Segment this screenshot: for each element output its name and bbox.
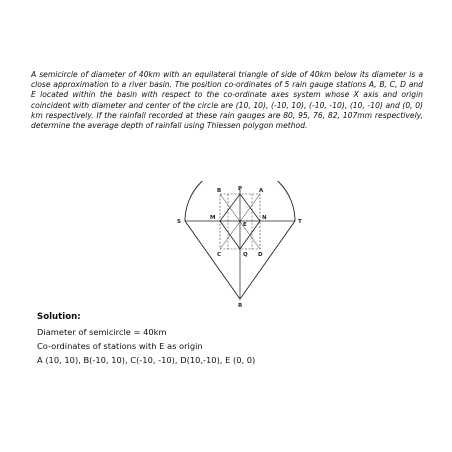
label-d: D: [258, 252, 263, 258]
label-e: E: [243, 222, 247, 228]
label-s: S: [177, 219, 181, 225]
basin-diagram: [165, 181, 315, 311]
solution-line-2: Co-ordinates of stations with E as origin: [37, 341, 203, 351]
problem-statement: A semicircle of diameter of 40km with an equilateral triangle of side of 40km below its diameter is a close approximation to a river basin. The position co-ordinates of 5 rain gauge stations A, B, C, D and E located within the basin with respect to the co-ordinate axes system whose X axis and origin coincident with diameter and center of the circle are (10, 10), (-10, 10), (-10, -10), (10, -10) and (0, 0) km respectively. If the rainfall recorded at these rain gauges are 80, 95, 76, 82, 107mm respectively, determine the average depth of rainfall using Thiessen polygon method.: [31, 70, 423, 131]
label-c: C: [217, 252, 222, 258]
station-e-mark: [239, 220, 241, 222]
label-n: N: [262, 215, 267, 221]
label-b: B: [217, 188, 222, 194]
label-r: R: [238, 303, 243, 309]
basin-figure: [165, 181, 315, 311]
solution-line-3: A (10, 10), B(-10, 10), C(-10, -10), D(10,-10), E (0, 0): [37, 355, 256, 365]
label-q: Q: [243, 252, 248, 258]
label-m: M: [210, 215, 216, 221]
label-t: T: [298, 219, 302, 225]
label-p: P: [238, 186, 243, 192]
solution-title: Solution:: [37, 312, 81, 322]
solution-line-1: Diameter of semicircle = 40km: [37, 327, 167, 337]
label-a: A: [259, 188, 264, 194]
